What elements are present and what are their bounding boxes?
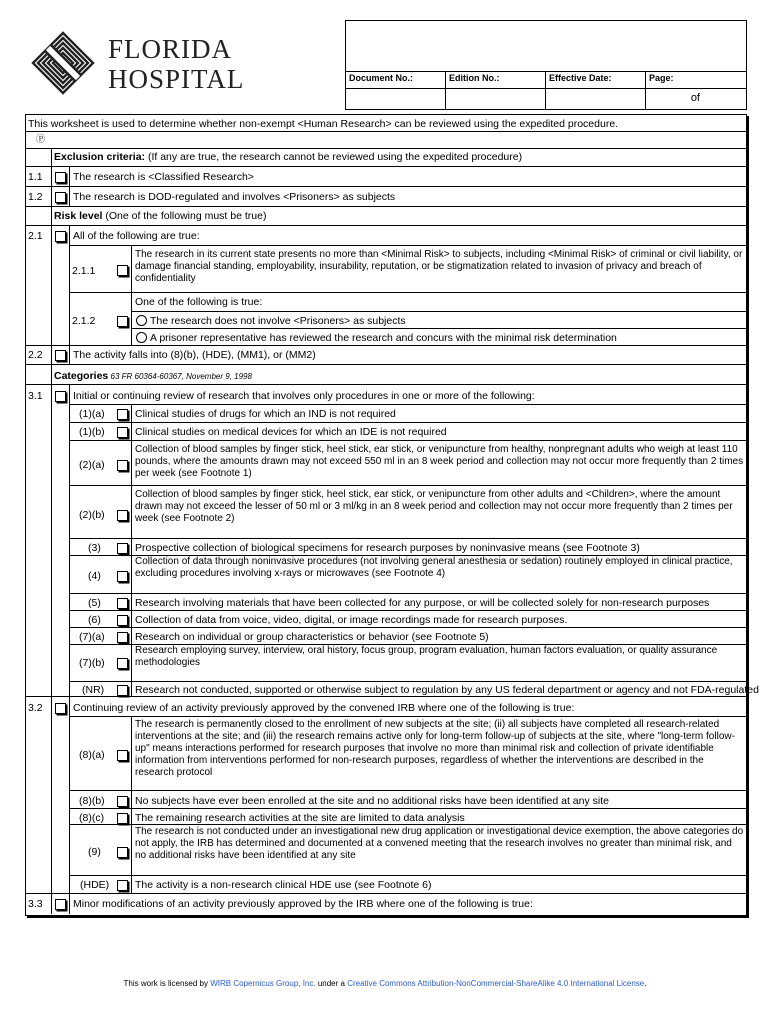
logo-line-1: FLORIDA xyxy=(108,34,233,64)
cat-nr-number: (NR) xyxy=(82,684,105,696)
florida-hospital-logo-icon xyxy=(30,30,96,96)
cat-7b-checkbox[interactable] xyxy=(117,658,128,669)
cat-2a-checkbox[interactable] xyxy=(117,460,128,471)
row-3-3-number: 3.3 xyxy=(28,898,43,910)
cat-1a-number: (1)(a) xyxy=(79,408,105,420)
prisoner-option-1-text: The research does not involve <Prisoners> as subjects xyxy=(150,315,406,327)
risk-level-heading xyxy=(54,210,266,222)
row-2-1-1-number: 2.1.1 xyxy=(72,265,96,277)
risk-level-note: (One of the following must be true) xyxy=(102,210,267,222)
footer-mid: under a xyxy=(315,979,348,988)
exclusion-note: (If any are true, the research cannot be reviewed using the expedited procedure) xyxy=(145,151,523,163)
cat-8c-checkbox[interactable] xyxy=(117,813,128,824)
row-2-1-1-checkbox[interactable] xyxy=(117,265,128,276)
document-no-label: Document No.: xyxy=(346,71,446,88)
row-1-1-text: The research is <Classified Research> xyxy=(73,171,254,183)
logo-line-2: HOSPITAL xyxy=(108,64,245,94)
prisoner-option-2-text: A prisoner representative has reviewed the research and concurs with the minimal risk determination xyxy=(150,332,617,344)
cat-8b-text: No subjects have ever been enrolled at the site and no additional risks have been identified at any site xyxy=(135,795,609,807)
header-values-row xyxy=(346,88,746,110)
cat-5-number: (5) xyxy=(88,597,101,609)
logo-wordmark xyxy=(108,34,244,94)
row-2-1-number: 2.1 xyxy=(28,230,43,242)
row-3-3-text: Minor modifications of an activity previously approved by the IRB where one of the following is true: xyxy=(73,898,533,910)
prisoner-option-1-radio[interactable] xyxy=(136,315,147,326)
intro-text: This worksheet is used to determine whether non-exempt <Human Research> can be reviewed using the expedited procedure. xyxy=(28,118,619,130)
row-1-1-checkbox[interactable] xyxy=(55,172,66,183)
categories-reference: 63 FR 60364-60367, November 9, 1998 xyxy=(108,372,252,381)
cat-8a-text: The research is permanently closed to the enrollment of new subjects at the site; (ii) all subjects have completed all research-related interventions at the site; and (iii) the research remains active only for long-term follow-up of subjects at the site, where "long-term follow-up" means interactions performed for research purposes that involve no more than minimal risk and collection of private identifiable information from interventions performed for non-research purposes, regardless of whether the interventions are described in the research protocol xyxy=(135,719,735,778)
row-2-1-2-checkbox[interactable] xyxy=(117,316,128,327)
cat-hde-text: The activity is a non-research clinical HDE use (see Footnote 6) xyxy=(135,879,432,891)
cat-6-text: Collection of data from voice, video, digital, or image recordings made for research purposes. xyxy=(135,614,568,626)
cat-nr-checkbox[interactable] xyxy=(117,685,128,696)
cat-6-number: (6) xyxy=(88,614,101,626)
footer-org-link[interactable]: WIRB Copernicus Group, Inc. xyxy=(210,979,316,988)
cat-2b-checkbox[interactable] xyxy=(117,510,128,521)
p-symbol-icon: Ⓟ xyxy=(36,134,46,144)
exclusion-heading xyxy=(54,151,522,163)
page-label: Page: xyxy=(649,73,674,83)
row-3-1-number: 3.1 xyxy=(28,390,43,402)
cat-3-checkbox[interactable] xyxy=(117,543,128,554)
row-2-2-number: 2.2 xyxy=(28,349,43,361)
cat-4-number: (4) xyxy=(88,570,101,582)
categories-heading xyxy=(54,370,252,383)
cat-7a-text: Research on individual or group characteristics or behavior (see Footnote 5) xyxy=(135,631,489,643)
row-3-1-text: Initial or continuing review of research that involves only procedures in one or more of the following: xyxy=(73,390,535,402)
cat-3-text: Prospective collection of biological specimens for research purposes by noninvasive means (see Footnote 3) xyxy=(135,542,640,554)
cat-8a-checkbox[interactable] xyxy=(117,750,128,761)
cat-4-checkbox[interactable] xyxy=(117,571,128,582)
cat-7b-text: Research employing survey, interview, oral history, focus group, program evaluation, human factors evaluation, or quality assurance methodologies xyxy=(135,645,718,668)
cat-8b-checkbox[interactable] xyxy=(117,796,128,807)
row-3-1-checkbox[interactable] xyxy=(55,391,66,402)
cat-6-checkbox[interactable] xyxy=(117,615,128,626)
row-1-2-number: 1.2 xyxy=(28,191,43,203)
cat-7a-number: (7)(a) xyxy=(79,631,105,643)
cat-3-number: (3) xyxy=(88,542,101,554)
cat-2a-text: Collection of blood samples by finger stick, heel stick, ear stick, or venipuncture from healthy, nonpregnant adults who weigh at least 110 pounds, where the amounts drawn may not exceed 550 ml in an 8 week period and collection may not occur more frequently than 2 times per week (see Footnote 1) xyxy=(135,444,744,479)
risk-level-title: Risk level xyxy=(54,210,103,222)
row-2-2-text: The activity falls into (8)(b), (HDE), (MM1), or (MM2) xyxy=(73,349,316,361)
row-2-1-1-text: The research in its current state presents no more than <Minimal Risk> to subjects, including <Minimal Risk> of criminal or civil liability, or damage financial standing, employability, insurability, reputation, or be stigmatization related to invasion of privacy and breach of confidentiality xyxy=(135,249,743,284)
cat-9-checkbox[interactable] xyxy=(117,847,128,858)
footer-license-link[interactable]: Creative Commons Attribution-NonCommercial-ShareAlike 4.0 International License xyxy=(347,979,645,988)
cat-1b-number: (1)(b) xyxy=(79,426,105,438)
cat-nr-text: Research not conducted, supported or otherwise subject to regulation by any US federal department or agency and not FDA-regulated xyxy=(135,684,759,696)
row-1-2-text: The research is DOD-regulated and involves <Prisoners> as subjects xyxy=(73,191,396,203)
cat-1a-checkbox[interactable] xyxy=(117,409,128,420)
cat-9-number: (9) xyxy=(88,846,101,858)
cat-hde-checkbox[interactable] xyxy=(117,880,128,891)
cat-1b-checkbox[interactable] xyxy=(117,427,128,438)
row-2-1-2-number: 2.1.2 xyxy=(72,315,96,327)
cat-8b-number: (8)(b) xyxy=(79,795,105,807)
license-footer xyxy=(0,979,770,988)
edition-no-label: Edition No.: xyxy=(446,71,546,88)
cat-2a-number: (2)(a) xyxy=(79,459,105,471)
cat-2b-text: Collection of blood samples by finger stick, heel stick, ear stick, or venipuncture from other adults and <Children>, where the amount drawn may not exceed the lesser of 50 ml or 3 ml/kg in an 8 week period and collection may not occur more frequently than 2 times per week (see Footnote 2) xyxy=(135,489,733,524)
row-2-2-checkbox[interactable] xyxy=(55,350,66,361)
cat-1b-text: Clinical studies on medical devices for which an IDE is not required xyxy=(135,426,447,438)
cat-1a-text: Clinical studies of drugs for which an IND is not required xyxy=(135,408,396,420)
cat-5-text: Research involving materials that have been collected for any purpose, or will be collected solely for non-research purposes xyxy=(135,597,710,609)
cat-5-checkbox[interactable] xyxy=(117,598,128,609)
row-3-2-text: Continuing review of an activity previously approved by the convened IRB where one of the following is true: xyxy=(73,702,575,714)
cat-8a-number: (8)(a) xyxy=(79,749,105,761)
categories-title: Categories xyxy=(54,370,109,382)
cat-2b-number: (2)(b) xyxy=(79,509,105,521)
worksheet-table xyxy=(25,114,759,916)
cat-hde-number: (HDE) xyxy=(80,879,110,891)
footer-end: . xyxy=(644,979,647,988)
prisoner-option-2-radio[interactable] xyxy=(136,332,147,343)
row-2-1-text: All of the following are true: xyxy=(73,230,200,242)
effective-date-label: Effective Date: xyxy=(546,71,646,88)
row-3-2-number: 3.2 xyxy=(28,702,43,714)
cat-8c-text: The remaining research activities at the site are limited to data analysis xyxy=(135,812,465,824)
cat-7a-checkbox[interactable] xyxy=(117,632,128,643)
row-2-1-2-text: One of the following is true: xyxy=(135,296,263,308)
cat-9-text: The research is not conducted under an investigational new drug application or investigational device exemption, the above categories do not apply, the IRB has determined and documented at a convened meeting that the research involves no greater than minimal risk, and no additional risks have been identified at any site xyxy=(135,826,744,861)
document-header-box xyxy=(345,20,747,110)
row-3-3-checkbox[interactable] xyxy=(55,899,66,910)
header-blank-area xyxy=(346,21,746,72)
cat-8c-number: (8)(c) xyxy=(79,812,105,824)
row-3-2-checkbox[interactable] xyxy=(55,703,66,714)
cat-7b-number: (7)(b) xyxy=(79,657,105,669)
row-1-2-checkbox[interactable] xyxy=(55,192,66,203)
row-2-1-checkbox[interactable] xyxy=(55,231,66,242)
page-of-label: of xyxy=(690,92,700,104)
exclusion-title: Exclusion criteria: xyxy=(54,151,146,163)
cat-4-text: Collection of data through noninvasive procedures (not involving general anesthesia or sedation) routinely employed in clinical practice, excluding procedures involving x-rays or microwaves (see Footnote 4) xyxy=(135,556,733,579)
row-1-1-number: 1.1 xyxy=(28,171,43,183)
footer-prefix: This work is licensed by xyxy=(123,979,211,988)
